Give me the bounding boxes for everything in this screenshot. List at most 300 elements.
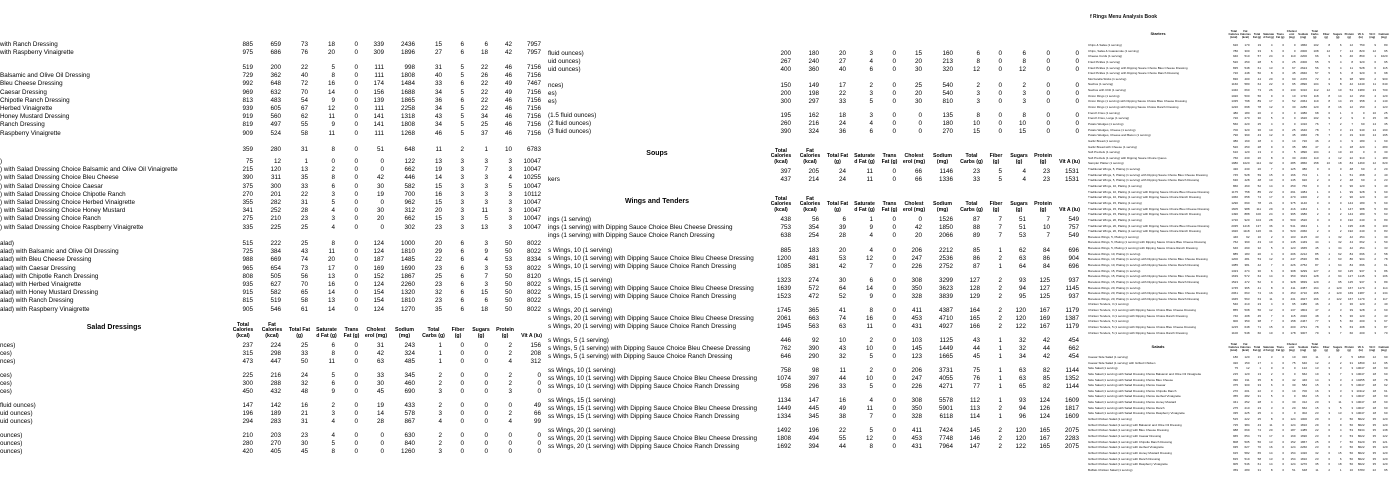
column-header: Sodium (mg) — [932, 201, 953, 214]
value-cell: 54 — [300, 96, 308, 104]
value-cell: 572 — [1244, 274, 1250, 279]
value-cell: 431 — [911, 323, 922, 331]
value-cell: 92 — [1246, 234, 1250, 239]
value-cell: 5 — [1270, 59, 1273, 64]
value-cell: 31 — [376, 342, 384, 349]
table-row — [0, 440, 546, 448]
item-label: Traditional Wings, 10, Plating (1 serving) with Dipping Sauce Choice Ranch Dressing — [1088, 195, 1201, 200]
value-cell: 290 — [1244, 246, 1250, 251]
table-row — [548, 413, 1088, 421]
value-cell: 35 — [1372, 422, 1376, 427]
column-header: Vit A (iu) — [1059, 207, 1080, 214]
value-cell: 120 — [1244, 150, 1250, 155]
table-wings-group-3 — [548, 277, 1088, 302]
value-cell: 8022 — [1357, 450, 1365, 455]
value-cell: 178 — [1290, 330, 1296, 335]
value-cell: 160 — [942, 50, 953, 57]
value-cell: 72 — [300, 80, 308, 88]
value-cell: 920 — [1244, 217, 1250, 222]
value-cell: 0 — [354, 402, 358, 409]
value-cell: 19 — [1315, 371, 1319, 376]
value-cell: 169 — [1347, 291, 1353, 296]
value-cell: 4 — [869, 247, 873, 254]
value-cell: 31 — [1349, 360, 1353, 365]
value-cell: 3 — [484, 158, 488, 165]
value-cell: 56 — [1257, 93, 1261, 98]
value-cell: 16 — [300, 402, 308, 409]
value-cell: 15 — [1269, 172, 1273, 177]
value-cell: 0 — [354, 264, 358, 272]
value-cell: 145 — [969, 427, 980, 434]
value-cell: 35 — [1372, 428, 1376, 433]
value-cell: 2 — [1328, 138, 1330, 143]
column-header: Total Calories (kcal) — [1228, 343, 1240, 353]
value-cell: 1850 — [938, 224, 953, 232]
value-cell: 78 — [1384, 257, 1388, 262]
value-cell: 0 — [354, 129, 358, 137]
value-cell: 10 — [865, 375, 873, 383]
value-cell: 13 — [1315, 366, 1319, 371]
value-cell: 6 — [1328, 110, 1330, 115]
value-cell: 2 — [1374, 313, 1376, 318]
item-label: ces) — [0, 372, 12, 379]
value-cell: 700 — [1301, 388, 1307, 393]
value-cell: 1 — [998, 247, 1002, 254]
value-cell: 0 — [892, 120, 896, 128]
value-cell: 7 — [1351, 121, 1353, 126]
value-cell: 50 — [1349, 450, 1353, 455]
value-cell: 22 — [1349, 155, 1353, 160]
value-cell: 60 — [1361, 167, 1365, 172]
value-cell: 1 — [1316, 223, 1319, 228]
value-cell: 247 — [911, 375, 922, 383]
value-cell: 14 — [1338, 99, 1342, 104]
value-cell: 0 — [354, 440, 358, 448]
value-cell: 13 — [434, 158, 442, 165]
value-cell: 243 — [404, 342, 415, 349]
value-cell: 2020 — [1300, 313, 1307, 318]
item-label: Soft Pretzels (1 serving) — [1088, 150, 1121, 155]
value-cell: 8 — [976, 58, 980, 66]
value-cell: 2060 — [1300, 229, 1307, 234]
value-cell: 75 — [245, 158, 253, 165]
value-cell: 1 — [1259, 366, 1261, 371]
value-cell: 0 — [460, 388, 464, 396]
item-label: Balsamic and Olive Oil Dressing — [0, 72, 90, 80]
value-cell: 648 — [1244, 325, 1250, 330]
value-cell: 354 — [808, 224, 819, 232]
value-cell: 93 — [1018, 277, 1026, 284]
value-cell: 1179 — [1358, 296, 1365, 301]
value-cell: 1144 — [1065, 367, 1079, 374]
value-cell: 5 — [460, 72, 464, 80]
value-cell: 252 — [1244, 400, 1250, 405]
value-cell: 45 — [1315, 246, 1319, 251]
value-cell: 0 — [1282, 48, 1284, 53]
value-cell: 9 — [331, 388, 335, 396]
value-cell: 1336 — [938, 176, 953, 184]
value-cell: 0 — [918, 112, 922, 119]
value-cell: 0 — [1282, 246, 1284, 251]
value-cell: 135 — [942, 112, 953, 119]
value-cell: 206 — [911, 247, 922, 254]
value-cell: 1318 — [400, 113, 415, 121]
value-cell: 1640 — [1300, 127, 1307, 132]
value-cell: 38 — [1384, 116, 1388, 121]
value-cell: 158 — [1313, 161, 1319, 166]
item-label: Traditional Wings, 15, Plating (1 serving) with Dipping Sauce Choice Ranch Dressing — [1088, 212, 1201, 217]
value-cell: 0 — [1293, 43, 1296, 47]
value-cell: 1 — [998, 345, 1002, 353]
value-cell: 605 — [270, 104, 281, 112]
value-cell: 0 — [1282, 308, 1284, 313]
value-cell: 362 — [270, 72, 281, 80]
value-cell: 3 — [460, 198, 464, 206]
value-cell: 1639 — [1231, 274, 1238, 279]
value-cell: 16 — [1269, 445, 1273, 450]
value-cell: 126 — [1255, 229, 1261, 234]
value-cell: 0 — [1282, 189, 1284, 194]
value-cell: 222 — [1244, 417, 1250, 422]
value-cell: 62 — [1384, 383, 1388, 388]
table-dressings-fluid-3 — [548, 112, 1088, 137]
value-cell: 49 — [504, 88, 512, 96]
table-row — [548, 128, 1088, 136]
value-cell: 0 — [380, 440, 384, 448]
value-cell: 8 — [1270, 285, 1273, 290]
table-dressings-fluid-1 — [548, 50, 1088, 75]
value-cell: 122 — [1336, 296, 1342, 301]
value-cell: 100 — [1382, 223, 1388, 228]
value-cell: 156 — [373, 88, 384, 96]
value-cell: 10047 — [523, 158, 541, 165]
value-cell: 3 — [484, 280, 488, 288]
value-cell: 0 — [1339, 217, 1342, 222]
value-cell: 3 — [1270, 388, 1273, 393]
item-label: Traditional Wings, 5, Plating (1 serving) — [1088, 167, 1141, 172]
value-cell: 53 — [1349, 428, 1353, 433]
value-cell: 3 — [331, 215, 335, 223]
value-cell: 61 — [1384, 262, 1388, 267]
value-cell: 44 — [838, 375, 846, 383]
table-row — [0, 199, 546, 207]
column-header: Total Fat (g) — [1252, 346, 1262, 353]
value-cell: 1310 — [1300, 121, 1307, 126]
value-cell: 0 — [1282, 377, 1284, 382]
value-cell: 0 — [354, 207, 358, 215]
value-cell: 6 — [1374, 223, 1376, 228]
value-cell: 25 — [914, 82, 922, 89]
value-cell: 375 — [242, 182, 253, 190]
value-cell: 166 — [1290, 172, 1296, 177]
value-cell: 0 — [1282, 291, 1284, 296]
value-cell: 4 — [1270, 43, 1273, 47]
item-label: (3 fluid ounces) — [548, 128, 592, 136]
value-cell: 18 — [480, 305, 488, 313]
value-cell: 53 — [504, 256, 512, 264]
item-label: Grilled Chicken Salad (1 serving) with Raspberry Vinaigrette — [1088, 462, 1168, 467]
table-dressings-group-2 — [0, 372, 546, 397]
value-cell: 0 — [354, 248, 358, 256]
value-cell: 0 — [1282, 99, 1284, 104]
value-cell: 7748 — [938, 435, 953, 443]
value-cell: 2 — [1339, 178, 1342, 183]
value-cell: 4 — [869, 232, 873, 240]
value-cell: 0 — [1282, 240, 1284, 245]
value-cell: 13 — [1269, 439, 1273, 444]
value-cell: 0 — [354, 182, 358, 190]
value-cell: 35 — [1372, 433, 1376, 438]
value-cell: 0 — [892, 397, 896, 404]
value-cell: 0 — [1046, 128, 1050, 136]
value-cell: 648 — [270, 80, 281, 88]
value-cell: 1865 — [400, 96, 415, 104]
value-cell: 120 — [1382, 445, 1388, 450]
value-cell: 3 — [1339, 445, 1342, 450]
value-cell: 120 — [1382, 93, 1388, 98]
table-row — [548, 277, 1088, 285]
item-label: s Wings, 5 (1 serving) with Dipping Sauce Choice Ranch Dressing — [548, 353, 733, 361]
value-cell: 1808 — [400, 72, 415, 80]
value-cell: 60 — [1384, 400, 1388, 405]
value-cell: 73 — [300, 41, 308, 48]
value-cell: 210 — [270, 215, 281, 223]
value-cell: 6 — [1374, 65, 1376, 70]
value-cell: 8022 — [526, 264, 541, 272]
value-cell: 43 — [1315, 234, 1319, 239]
value-cell: 11 — [435, 146, 442, 153]
value-cell: 120 — [1382, 462, 1388, 467]
value-cell: 5 — [1270, 116, 1273, 121]
value-cell: 5 — [1339, 313, 1342, 318]
value-cell: 3 — [1339, 133, 1342, 138]
item-label: ss Wings, 10 (1 serving) — [548, 367, 616, 374]
value-cell: 12 — [1372, 161, 1376, 166]
value-cell: 28 — [376, 418, 384, 426]
value-cell: 17 — [327, 264, 335, 272]
value-cell: 95 — [1384, 360, 1388, 365]
value-cell: 122 — [404, 158, 415, 165]
value-cell: 505 — [270, 272, 281, 280]
value-cell: 0 — [998, 66, 1002, 74]
value-cell: 0 — [892, 263, 896, 271]
item-label: alad) with Balsamic and Olive Oil Dressing — [0, 248, 119, 256]
value-cell: 0 — [1282, 71, 1284, 76]
value-cell: 0 — [1282, 319, 1284, 324]
item-label: ss Wings, 15 (1 serving) — [548, 397, 616, 404]
value-cell: 5 — [1328, 71, 1330, 76]
value-cell: 35 — [1257, 377, 1261, 382]
value-cell: 2 — [1374, 76, 1376, 81]
value-cell: 28 — [1257, 59, 1261, 64]
column-header: Cholest erol (mg) — [1286, 30, 1297, 40]
value-cell: 7 — [1339, 371, 1342, 376]
value-cell: 6 — [484, 41, 488, 48]
value-cell: 1449 — [938, 345, 953, 353]
value-cell: 2791 — [1300, 325, 1307, 330]
value-cell: 1690 — [1300, 433, 1307, 438]
value-cell: 0 — [892, 367, 896, 374]
value-cell: 10047 — [523, 207, 541, 215]
value-cell: 76 — [300, 49, 308, 57]
value-cell: 120 — [1382, 456, 1388, 461]
value-cell: 2 — [1374, 308, 1376, 313]
value-cell: 855 — [1232, 308, 1238, 313]
value-cell: 8 — [1339, 76, 1342, 81]
value-cell: 1 — [438, 358, 442, 366]
value-cell: 4271 — [938, 383, 953, 391]
value-cell: 0 — [354, 280, 358, 288]
value-cell: 2 — [438, 380, 442, 388]
value-cell: 167 — [1039, 435, 1050, 443]
value-cell: 18 — [838, 112, 846, 119]
item-label: es) — [548, 90, 557, 98]
value-cell: 18 — [1372, 394, 1376, 399]
value-cell: 11 — [1269, 422, 1273, 427]
value-cell: 0 — [892, 293, 896, 301]
value-cell: 8120 — [1357, 439, 1365, 444]
value-cell: 216 — [270, 372, 281, 379]
value-cell: 0 — [354, 256, 358, 264]
value-cell: 10 — [1269, 127, 1273, 132]
column-header: Sugars (g) — [1010, 201, 1028, 214]
value-cell: 94 — [1338, 274, 1342, 279]
value-cell: 7 — [1270, 167, 1273, 172]
value-cell: 64 — [838, 285, 846, 293]
value-cell: 915 — [242, 289, 253, 297]
value-cell: 0 — [354, 41, 358, 48]
value-cell: 1 — [998, 367, 1002, 374]
column-header: Fat Calories (kcal) — [1240, 343, 1251, 353]
value-cell: 1 — [1374, 240, 1376, 245]
value-cell: 77 — [972, 383, 980, 391]
value-cell: 0 — [1316, 200, 1319, 205]
value-cell: 165 — [1039, 427, 1050, 434]
table-row — [0, 64, 546, 72]
value-cell: 51 — [376, 146, 384, 153]
value-cell: 18 — [1372, 377, 1376, 382]
value-cell: 35 — [1372, 417, 1376, 422]
value-cell: 0 — [1282, 234, 1284, 239]
value-cell: 22 — [838, 427, 846, 434]
value-cell: 2 — [1328, 291, 1330, 296]
value-cell: 32 — [1338, 234, 1342, 239]
item-label: ss Wings, 15 (1 serving) with Dipping Sauce Choice Ranch Dressing — [548, 413, 740, 421]
value-cell: 0 — [892, 405, 896, 413]
value-cell: 10 — [1292, 138, 1296, 143]
item-label: ) — [0, 158, 3, 165]
value-cell: 390 — [1232, 377, 1238, 382]
value-cell: 0 — [1075, 98, 1079, 106]
column-header: Trans Fat (g) — [881, 153, 898, 166]
value-cell: 120 — [1359, 195, 1365, 200]
value-cell: 1320 — [1300, 450, 1307, 455]
value-cell: 298 — [270, 350, 281, 358]
value-cell: 0 — [1282, 450, 1284, 455]
value-cell: 1270 — [400, 305, 415, 313]
value-cell: 36 — [1349, 302, 1353, 307]
value-cell: 563 — [1244, 296, 1250, 301]
value-cell: 0 — [537, 440, 541, 448]
value-cell: 4 — [508, 418, 512, 426]
value-cell: 0 — [1328, 212, 1330, 217]
value-cell: 1523 — [776, 293, 791, 301]
value-cell: 610 — [1232, 150, 1238, 155]
value-cell: 646 — [1232, 246, 1238, 251]
value-cell: 144 — [1347, 212, 1353, 217]
value-cell: 38 — [838, 413, 846, 421]
value-cell: 9 — [1339, 422, 1342, 427]
value-cell: 66 — [914, 176, 922, 184]
value-cell: 400 — [780, 66, 791, 74]
value-cell: 390 — [242, 174, 253, 182]
value-cell: 4 — [1374, 99, 1376, 104]
value-cell: 152 — [373, 272, 384, 280]
value-cell: 6 — [1328, 417, 1330, 422]
value-cell: 508 — [1244, 308, 1250, 313]
value-cell: 23 — [434, 264, 442, 272]
value-cell: 0 — [1282, 371, 1284, 376]
column-header: Total Fat (g) — [1252, 33, 1262, 40]
value-cell: 980 — [1301, 144, 1307, 149]
value-cell: 3731 — [938, 367, 953, 374]
value-cell: 9 — [1328, 116, 1330, 121]
value-cell: 200 — [780, 90, 791, 98]
value-cell: 300 — [780, 98, 791, 106]
value-cell: 12 — [865, 255, 873, 263]
value-cell: 3 — [1374, 325, 1376, 330]
value-cell: 9 — [1374, 43, 1376, 47]
value-cell: 388 — [1359, 206, 1365, 211]
item-label: Raspberry Vinaigrette — [0, 129, 61, 137]
item-label: ) with Salad Dressing Choice Chipotle Ranch — [0, 190, 126, 198]
value-cell: 20 — [838, 50, 846, 57]
value-cell: 282 — [270, 198, 281, 206]
value-cell: 3 — [1328, 319, 1330, 324]
value-cell: 50 — [504, 280, 512, 288]
value-cell: 8022 — [1357, 462, 1365, 467]
value-cell: 57 — [1315, 71, 1319, 76]
value-cell: 240 — [1359, 229, 1365, 234]
value-cell: 23 — [434, 280, 442, 288]
value-cell: 2 — [998, 427, 1002, 434]
value-cell: 210 — [1244, 302, 1250, 307]
value-cell: 30 — [1257, 268, 1261, 273]
value-cell: 282 — [1244, 394, 1250, 399]
value-cell: 36 — [838, 128, 846, 136]
value-cell: 75 — [972, 367, 980, 374]
value-cell: 25 — [300, 240, 308, 247]
item-label: Grilled Chicken Salad (1 serving) with Caesar Dressing — [1088, 433, 1162, 438]
value-cell: 40 — [838, 66, 846, 74]
value-cell: 0 — [460, 402, 464, 409]
value-cell: 630 — [404, 432, 415, 439]
value-cell: 729 — [242, 72, 253, 80]
value-cell: 3 — [508, 166, 512, 174]
value-cell: 420 — [1359, 144, 1365, 149]
value-cell: 21 — [300, 410, 308, 418]
value-cell: 41 — [838, 307, 846, 314]
value-cell: 250 — [1244, 59, 1250, 64]
value-cell: 654 — [270, 264, 281, 272]
column-header: Fiber (g) — [451, 327, 465, 340]
value-cell: 0 — [380, 166, 384, 174]
value-cell: 10 — [1338, 150, 1342, 155]
value-cell: 815 — [1232, 456, 1238, 461]
value-cell: 2536 — [938, 255, 953, 263]
value-cell: 43 — [1384, 195, 1388, 200]
value-cell: 0 — [1328, 167, 1330, 172]
